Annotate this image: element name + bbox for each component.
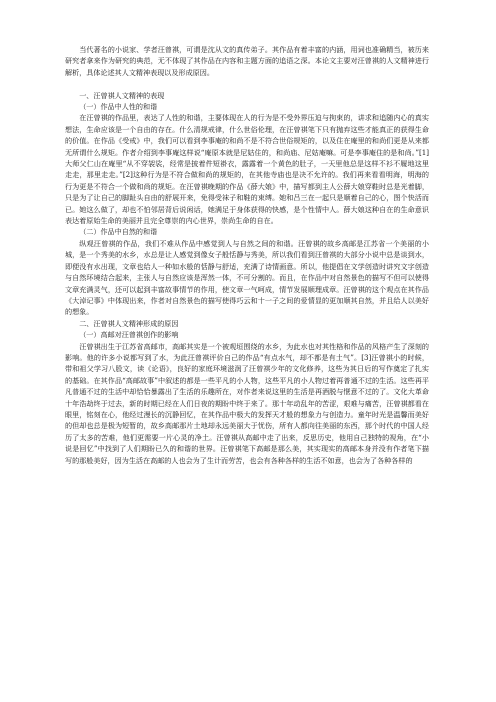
section-heading: 二、汪曾祺人文精神形成的原因 xyxy=(79,318,179,328)
spacer xyxy=(65,78,429,89)
subsection-heading: （二）作品中自然的和谐 xyxy=(79,227,158,237)
document-body xyxy=(65,44,429,466)
intro-paragraph: 当代著名的小说家、学者汪曾祺，可谓是沈从文的真传弟子。其作品有着丰富的内涵，用词也准确精当，被历来研究者拿来作为研究的典范，无不体现了其作品在内容和主题方面的追语之深。本论文主要对汪曾祺的人文精神进行解析，具体论述其人文精神表现以及形成原因。 xyxy=(65,45,429,77)
body-paragraph: 在汪曾祺的作品里，表达了人性的和谐，主要体现在人的行为是不受外界压迫与拘束的，讲求和追随内心的真实想法，生命应该是一个自由的存在。什么清规戒律，什么世俗伦理，在汪曾祺笔下只有抛弃这些才能真正的获得生命的价值。在作品《受戒》中，我们可以看到李事庵的和尚不是不符合世俗规矩的，以及住在庵里的和尚们更是从来都无所谓什么规矩。作者介绍到李事庵这样说“庵原本就是尼姑住的，和尚庙、尼姑庵嘛。可是李事庵住的是和尚。”[1]大师父仁山在庵里“从不穿袈裟，经常是披着件短褂衣，露露着一个黄色的肚子，一天里他总是这样不衫不履地这里走走，那里走走。”[2]这种行为是不符合做和尚的规矩的，在其他寺庙也是决不允许的。我们再来看看明海，明海的行为更是不符合一个做和尚的规矩。在汪曾祺晚期的作品《薛大娘》中，描写都到主人公薛大娘穿鞋时总是光着脚，只是为了让自己的脚趾头自由的舒展开来，免得受袜子和鞋的束缚。她和吕三在一起只是顺着自己的心，图个快活而已。她这么做了，却也不怕邻居背后说闲话，她满足于身体获得的快感，是个性情中人。薛大娘这种自在的生命意识表达着原始生命的美丽并且完全尊崇的内心世界，崇尚生命的自在。 xyxy=(65,113,429,226)
subsection-heading: （一）作品中人性的和谐 xyxy=(79,102,158,112)
body-paragraph: 纵观汪曾祺的作品，我们不难从作品中感觉到人与自然之间的和谐。汪曾祺的故乡高邮是江苏省一个美丽的小城，是一个秀美的水乡，水总是让人感觉到像女子般恬静与秀美，所以我们看到汪曾祺的大部分小说中总是谈到水，即便没有水出现，文章也给人一种如水般的恬静与舒适，充满了诗情画意。所以，他提倡在文学创造时讲究文字创造与自然环境结合起来，主张人与自然应该是浑然一体，不可分割的。而且，在作品中对自然景色的描写不但可以使得文章充满灵气，还可以起到丰富故事情节的作用，使文章一气呵成，情节发展顺理成章。汪曾祺的这个观点在其作品《大淖记事》中体现出来，作者对自然景色的描写使得巧云和十一子之间的爱情显的更加顺其自然，并且给人以美好的想象。 xyxy=(65,238,429,317)
subsection-heading: （一）高邮对汪曾祺创作的影响 xyxy=(79,330,179,340)
section-heading: 一、汪曾祺人文精神的表现 xyxy=(79,90,165,100)
body-paragraph: 汪曾祺出生于江苏省高邮市，高邮其实是一个被观垣围绕的水乡，为此水也对其性格和作品的风格产生了深刻的影响。他的许多小说都写到了水，为此汪曾祺评价自己的作品“有点水气，却不都是有土气”。[3]汪曾祺小的时候，带和祖父学习八股文，读《论语》，良好的家庭环境滋润了汪曾祺少年的文化修养，这些为其日后的写作奠定了扎实的基础。在其作品“高邮故事”中叙述的都是一些平凡的小人物，这些平凡的小人物过着再普通不过的生活。这些再平凡普通不过的生活中却恰恰暴露出了生活的乐趣所在，对作者来说这里的生活是再酒脱与惬意不过的了。文化大革命十年浩劫终于过去，新的时期已经在人们日夜的期盼中终于来了。那十年动乱年的苦涩，艰难与痛苦，汪曾祺都看在眼里，铭刻在心，他经过漫长的沉静回忆，在其作品中极大的发挥天才般的想象力与创造力。童年时光是温馨而美好的但却也总是极为短暂的，故乡高邮那片土地却永远美丽大于忧伤，所有人都向往美丽的东西，那个时代的中国人经历了太多的苦难，他们更需要一片心灵的净土。汪曾祺从高邮中走了出来，反思历史，他用自己独特的视角，在“小说是回忆”中找到了人们期盼已久的和谐的世界。汪曾祺笔下高邮是那么美，其实现实的高邮本身并没有作者笔下描写的那般美好，因为生活在高邮的人也会为了生计而劳苦，也会有各种各样的生活不如意，也会为了各种各样的 xyxy=(65,341,429,465)
